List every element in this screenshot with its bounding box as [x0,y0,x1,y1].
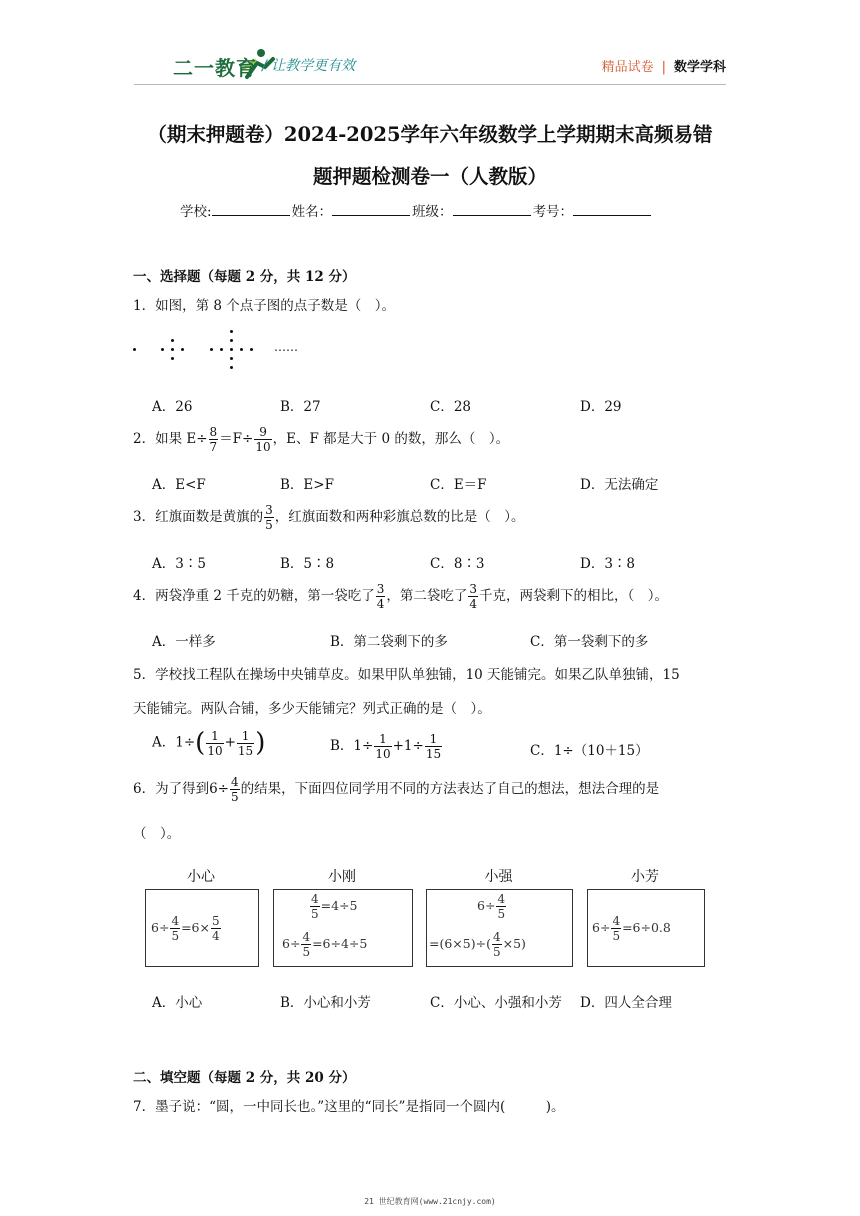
fraction: $\frac{3}{4}$ [376,582,385,611]
dot [230,366,233,369]
q2-option-b[interactable]: B．E>F [280,477,334,493]
q3-option-d[interactable]: D．3∶8 [580,556,636,572]
q5-line2: 天能铺完。两队合铺，多少天能铺完？列式正确的是（ ）。 [133,701,491,717]
dot [230,339,233,342]
dot [171,357,174,360]
header-separator: | [661,60,666,75]
dot [230,357,233,360]
dot [230,348,233,351]
dot [240,348,243,351]
name-label: 姓名： [291,204,333,220]
q6-option-a[interactable]: A．小心 [152,995,203,1011]
q6-stem: 6．为了得到6÷ $\frac{4}{5}$ 的结果，下面四位同学用不同的方法表达了自己的想法，想法合理的是 [133,775,660,804]
dot [230,330,233,333]
class-blank[interactable] [453,201,531,216]
xiaofang-method-box [587,889,705,967]
header-divider [134,84,726,85]
q5-option-a[interactable]: A．1÷( $\frac{1}{10}$ + $\frac{1}{15}$ ) [152,728,266,758]
q3-stem: 3．红旗面数是黄旗的 $\frac{3}{5}$ ，红旗面数和两种彩旗总数的比是（ ）。 [133,503,525,532]
q6-option-b[interactable]: B．小心和小芳 [280,995,371,1011]
student-info-row [180,200,653,220]
xiaoqiang-method-box [426,889,573,967]
xiaogang-expression-2: 6÷ $\frac{4}{5}$ =6÷4÷5 [282,930,368,959]
xiaoqiang-expression-1: 6÷ $\frac{4}{5}$ [477,892,506,921]
q1-stem: 1．如图，第 8 个点子图的点子数是（ ）。 [133,298,396,314]
q2-option-c[interactable]: C．E＝F [430,477,487,493]
number-label: 考号： [532,204,574,220]
student-name-xiaogang: 小刚 [328,869,356,885]
xiaogang-expression-1: $\frac{4}{5}$ =4÷5 [311,892,358,921]
fraction: $\frac{8}{7}$ [209,425,218,454]
xiaogang-method-box [273,889,413,967]
dot [220,348,223,351]
q2-option-d[interactable]: D．无法确定 [580,477,659,493]
q2-stem: 2．如果 E÷ $\frac{8}{7}$ ＝F÷ $\frac{9}{10}$ ，E、F 都是大于 0 的数，那么（ ）。 [133,425,510,454]
subject-tag: 数学学科 [673,60,726,75]
xiaoxin-expression: 6÷ $\frac{4}{5}$ =6× $\frac{5}{4}$ [151,914,220,943]
dot [171,348,174,351]
student-name-xiaofang: 小芳 [631,869,659,885]
page-title-line1: （期末押题卷）2024-2025学年六年级数学上学期期末高频易错 [147,123,713,146]
q1-option-c[interactable]: C．28 [430,399,472,415]
header-tags [602,56,726,75]
xiaofang-expression: 6÷ $\frac{4}{5}$ =6÷0.8 [592,914,671,943]
dot [171,339,174,342]
q5-option-c[interactable]: C．1÷（10＋15） [530,743,649,759]
xiaoqiang-expression-2: =(6×5)÷( $\frac{4}{5}$ ×5) [429,930,526,959]
page-title-line2: 题押题检测卷一（人教版） [312,165,547,188]
name-blank[interactable] [332,201,410,216]
q5-option-b[interactable]: B．1÷ $\frac{1}{10}$ +1÷ $\frac{1}{15}$ [330,732,442,761]
dot [161,348,164,351]
q1-option-b[interactable]: B．27 [280,399,321,415]
page-footer: 21 世纪教育网(www.21cnjy.com) [364,1197,496,1206]
q2-option-a[interactable]: A．E<F [152,477,206,493]
school-label: 学校: [180,204,212,220]
class-label: 班级： [412,204,453,220]
section-1-heading: 一、选择题（每题 2 分，共 12 分） [133,269,356,285]
fraction: $\frac{3}{4}$ [469,582,478,611]
fraction: $\frac{9}{10}$ [255,425,271,454]
q1-option-d[interactable]: D．29 [580,399,622,415]
q6-option-c[interactable]: C．小心、小强和小芳 [430,995,562,1011]
quality-tag: 精品试卷 [601,60,654,75]
brand-slogan: / 让教学更有效 [262,58,356,74]
q1-ellipsis: …… [274,340,298,354]
q3-option-b[interactable]: B．5∶8 [280,556,335,572]
q4-option-a[interactable]: A．一样多 [152,634,216,650]
brand-name: 二一教育 [173,56,257,80]
fraction: $\frac{3}{5}$ [265,503,273,532]
q1-dot-pattern [128,325,328,375]
dot [133,348,136,351]
q4-option-c[interactable]: C．第一袋剩下的多 [530,634,649,650]
q3-option-a[interactable]: A．3∶5 [152,556,206,572]
q5-line1: 5．学校找工程队在操场中央铺草皮。如果甲队单独铺，10 天能铺完。如果乙队单独铺，15 [133,667,680,683]
student-name-xiaoqiang: 小强 [484,869,513,885]
student-name-xiaoxin: 小心 [187,869,215,885]
dot [210,348,213,351]
q1-option-a[interactable]: A．26 [152,399,193,415]
dot [250,348,253,351]
section-2-heading: 二、填空题（每题 2 分，共 20 分） [133,1070,356,1086]
q4-stem: 4．两袋净重 2 千克的奶糖，第一袋吃了 $\frac{3}{4}$ ，第二袋吃了 $\frac{3}{4}$ 千克，两袋剩下的相比，（ ）。 [133,582,669,611]
q6-option-d[interactable]: D．四人全合理 [580,995,672,1011]
dot [181,348,184,351]
q7-stem: 7．墨子说：“圆，一中同长也。”这里的“同长”是指同一个圆内( )。 [133,1099,565,1115]
number-blank[interactable] [573,201,651,216]
q3-option-c[interactable]: C．8∶3 [430,556,485,572]
school-blank[interactable] [212,201,290,216]
q6-line2: （ ）。 [133,826,181,842]
q4-option-b[interactable]: B．第二袋剩下的多 [330,634,448,650]
xiaoxin-method-box [145,889,259,967]
